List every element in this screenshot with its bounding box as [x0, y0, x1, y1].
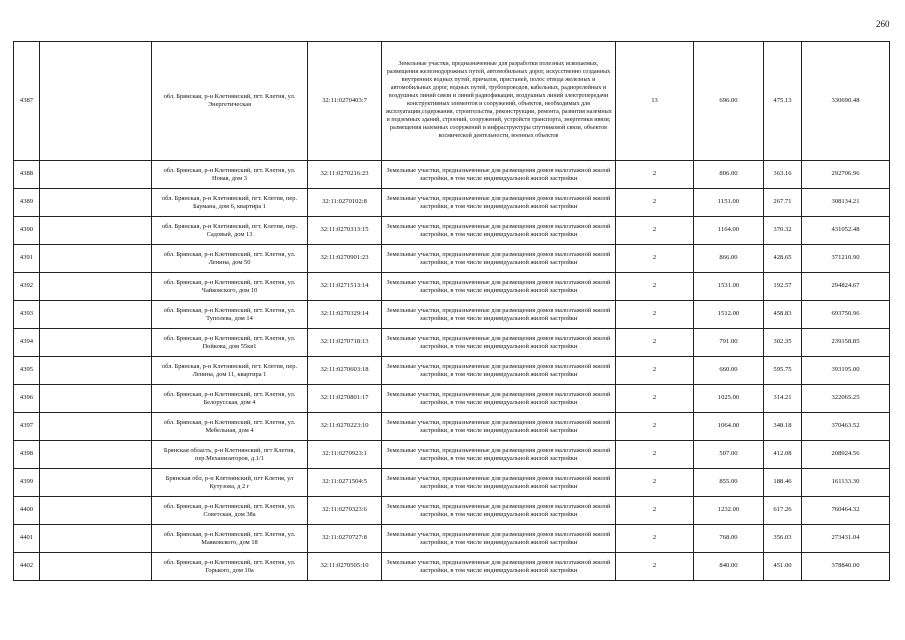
land-use-code-cell: 2 [616, 469, 694, 497]
address-cell: обл. Брянская, р-н Клетнянский, пгт. Клетня, пер. Баумана, дом 6, квартира 1 [152, 189, 308, 217]
area-cell: 1232.00 [694, 497, 764, 525]
cadastral-value-cell: 292706.96 [802, 161, 890, 189]
land-use-description-cell: Земельные участки, предназначенные для размещения домов малоэтажной жилой застройки, в том числе индивидуальной жилой застройки [382, 273, 616, 301]
land-use-description-cell: Земельные участки, предназначенные для размещения домов малоэтажной жилой застройки, в том числе индивидуальной жилой застройки [382, 189, 616, 217]
land-use-description-cell: Земельные участки, предназначенные для разработки полезных ископаемых, размещения железнодорожных путей, автомобильных дорог, искусственно созданных внутренних водных путей, причалов, пристаней, полос отвода железных и автомобильных дорог, водных путей, трубопроводов, кабельных, радиорелейных и воздушных линий связи и линий радиофикации, воздушных линий электропередачи конструктивных элементов и сооружений, объектов, необходимых для эксплуатации,содержания, строительства, реконструкции, ремонта, развития наземных и подземных зданий, строений, сооружений, устройств транспорта, энергетики ивязи; размещения наземных сооружений и инфраструктуры спутниковой связи, объектов космической деятельности, военных объектов [382, 42, 616, 161]
row-id: 4397 [14, 413, 40, 441]
row-id: 4390 [14, 217, 40, 245]
address-cell: обл. Брянская, р-н Клетнянский, пгт. Клетня, пер. Садовый, дом 13 [152, 217, 308, 245]
specific-value-cell: 595.75 [764, 357, 802, 385]
land-use-code-cell: 2 [616, 245, 694, 273]
address-cell: обл. Брянская, р-н Клетнянский, пгт. Клетня, ул. Маяковского, дом 18 [152, 525, 308, 553]
cadastral-number-cell: 32:11:0270313:15 [308, 217, 382, 245]
cadastral-number-cell: 32:11:0270901:23 [308, 245, 382, 273]
land-use-code-cell: 2 [616, 301, 694, 329]
cadastral-number-cell: 32:11:0270329:14 [308, 301, 382, 329]
area-cell: 660.00 [694, 357, 764, 385]
land-use-description-cell: Земельные участки, предназначенные для размещения домов малоэтажной жилой застройки, в том числе индивидуальной жилой застройки [382, 217, 616, 245]
row-id: 4398 [14, 441, 40, 469]
specific-value-cell: 267.71 [764, 189, 802, 217]
row-id: 4395 [14, 357, 40, 385]
land-use-code-cell: 2 [616, 189, 694, 217]
land-use-description-cell: Земельные участки, предназначенные для размещения домов малоэтажной жилой застройки, в том числе индивидуальной жилой застройки [382, 525, 616, 553]
table-row [14, 385, 890, 413]
land-use-description-cell: Земельные участки, предназначенные для размещения домов малоэтажной жилой застройки, в том числе индивидуальной жилой застройки [382, 245, 616, 273]
specific-value-cell: 370.32 [764, 217, 802, 245]
land-use-code-cell: 2 [616, 161, 694, 189]
address-cell: обл. Брянская, р-н Клетнянский, пгт. Клетня, ул. Туполева, дом 14 [152, 301, 308, 329]
area-cell: 1531.00 [694, 273, 764, 301]
table-row [14, 189, 890, 217]
cadastral-value-cell: 294824.67 [802, 273, 890, 301]
cadastral-number-cell: 32:11:0270801:17 [308, 385, 382, 413]
area-cell: 840.00 [694, 553, 764, 581]
cadastral-number-cell: 32:11:0271504:5 [308, 469, 382, 497]
area-cell: 1512.00 [694, 301, 764, 329]
land-use-code-cell: 2 [616, 329, 694, 357]
address-cell: обл. Брянская, р-н Клетнянский, пгт. Клетня, ул. Новая, дом 3 [152, 161, 308, 189]
page-number: 260 [876, 19, 890, 29]
row-id: 4388 [14, 161, 40, 189]
row-id: 4393 [14, 301, 40, 329]
cadastral-value-cell: 371210.90 [802, 245, 890, 273]
specific-value-cell: 363.16 [764, 161, 802, 189]
spacer-cell [40, 469, 152, 497]
table-row [14, 441, 890, 469]
spacer-cell [40, 161, 152, 189]
land-use-code-cell: 2 [616, 441, 694, 469]
land-use-description-cell: Земельные участки, предназначенные для размещения домов малоэтажной жилой застройки, в том числе индивидуальной жилой застройки [382, 329, 616, 357]
area-cell: 696.00 [694, 42, 764, 161]
cadastral-number-cell: 32:11:0270102:8 [308, 189, 382, 217]
cadastral-value-cell: 370463.52 [802, 413, 890, 441]
spacer-cell [40, 273, 152, 301]
table-row [14, 357, 890, 385]
address-cell: обл. Брянская, р-н Клетнянский, пгт. Клетня, ул. Пойкова, дом 55кв1 [152, 329, 308, 357]
cadastral-value-cell: 161133.30 [802, 469, 890, 497]
address-cell: обл. Брянская, р-н Клетнянский, пгт. Клетня, ул. Энергетическая [152, 42, 308, 161]
cadastral-value-cell: 431052.48 [802, 217, 890, 245]
spacer-cell [40, 413, 152, 441]
address-cell: обл. Брянская, р-н Клетнянский, пгт. Клетня, ул. Чайковского, дом 10 [152, 273, 308, 301]
cadastral-number-cell: 32:11:0270923:1 [308, 441, 382, 469]
cadastral-number-cell: 32:11:0270505:10 [308, 553, 382, 581]
land-use-code-cell: 2 [616, 413, 694, 441]
area-cell: 507.00 [694, 441, 764, 469]
row-id: 4396 [14, 385, 40, 413]
table-row [14, 329, 890, 357]
table-row [14, 413, 890, 441]
land-use-code-cell: 2 [616, 497, 694, 525]
area-cell: 768.00 [694, 525, 764, 553]
cadastral-value-cell: 239158.85 [802, 329, 890, 357]
row-id: 4400 [14, 497, 40, 525]
row-id: 4394 [14, 329, 40, 357]
spacer-cell [40, 441, 152, 469]
row-id: 4391 [14, 245, 40, 273]
cadastral-number-cell: 32:11:0270323:6 [308, 497, 382, 525]
cadastral-value-table [13, 41, 890, 581]
land-use-code-cell: 2 [616, 525, 694, 553]
table-row [14, 525, 890, 553]
cadastral-number-cell: 32:11:0270216:23 [308, 161, 382, 189]
table-row [14, 301, 890, 329]
land-use-description-cell: Земельные участки, предназначенные для размещения домов малоэтажной жилой застройки, в том числе индивидуальной жилой застройки [382, 357, 616, 385]
land-use-code-cell: 2 [616, 273, 694, 301]
specific-value-cell: 475.13 [764, 42, 802, 161]
address-cell: обл. Брянская, р-н Клетнянский, пгт. Клетня, пер. Ленина, дом 11, квартира 1 [152, 357, 308, 385]
specific-value-cell: 458.83 [764, 301, 802, 329]
specific-value-cell: 302.35 [764, 329, 802, 357]
cadastral-value-cell: 693750.96 [802, 301, 890, 329]
land-use-description-cell: Земельные участки, предназначенные для размещения домов малоэтажной жилой застройки, в том числе индивидуальной жилой застройки [382, 301, 616, 329]
land-use-code-cell: 2 [616, 553, 694, 581]
land-use-description-cell: Земельные участки, предназначенные для размещения домов малоэтажной жилой застройки, в том числе индивидуальной жилой застройки [382, 469, 616, 497]
table-row [14, 217, 890, 245]
row-id: 4399 [14, 469, 40, 497]
table-row [14, 553, 890, 581]
table-row [14, 469, 890, 497]
row-id: 4387 [14, 42, 40, 161]
cadastral-number-cell: 32:11:0270403:7 [308, 42, 382, 161]
area-cell: 1151.00 [694, 189, 764, 217]
spacer-cell [40, 553, 152, 581]
cadastral-number-cell: 32:11:0271513:14 [308, 273, 382, 301]
address-cell: обл. Брянская, р-н Клетнянский, пгт. Клетня, ул. Белорусская, дом 4 [152, 385, 308, 413]
cadastral-number-cell: 32:11:0270718:13 [308, 329, 382, 357]
spacer-cell [40, 385, 152, 413]
spacer-cell [40, 217, 152, 245]
row-id: 4389 [14, 189, 40, 217]
address-cell: обл. Брянская, р-н Клетнянский, пгт. Клетня, ул. Ленина, дом 50 [152, 245, 308, 273]
land-use-code-cell: 2 [616, 357, 694, 385]
address-cell: Брянская область, р-н Клетнянский, пгт Клетня, пер.Механизаторов, д.1/1 [152, 441, 308, 469]
land-use-code-cell: 13 [616, 42, 694, 161]
specific-value-cell: 412.08 [764, 441, 802, 469]
address-cell: обл. Брянская, р-н Клетнянский, пгт. Клетня, ул. Советская, дом 38а [152, 497, 308, 525]
spacer-cell [40, 245, 152, 273]
area-cell: 855.00 [694, 469, 764, 497]
cadastral-number-cell: 32:11:0270223:10 [308, 413, 382, 441]
address-cell: Брянская обл, р-н Клетнянский, пгт Клетня, ул Кутузова, д 2 г [152, 469, 308, 497]
land-use-code-cell: 2 [616, 217, 694, 245]
land-use-description-cell: Земельные участки, предназначенные для размещения домов малоэтажной жилой застройки, в том числе индивидуальной жилой застройки [382, 161, 616, 189]
specific-value-cell: 451.00 [764, 553, 802, 581]
cadastral-value-cell: 378840.00 [802, 553, 890, 581]
area-cell: 1064.00 [694, 413, 764, 441]
specific-value-cell: 356.03 [764, 525, 802, 553]
table-row [14, 161, 890, 189]
area-cell: 806.00 [694, 161, 764, 189]
cadastral-value-cell: 273431.04 [802, 525, 890, 553]
row-id: 4401 [14, 525, 40, 553]
spacer-cell [40, 301, 152, 329]
cadastral-number-cell: 32:11:0270603:18 [308, 357, 382, 385]
cadastral-value-cell: 208924.56 [802, 441, 890, 469]
land-use-code-cell: 2 [616, 385, 694, 413]
table-row [14, 497, 890, 525]
land-use-description-cell: Земельные участки, предназначенные для размещения домов малоэтажной жилой застройки, в том числе индивидуальной жилой застройки [382, 553, 616, 581]
area-cell: 1164.00 [694, 217, 764, 245]
table-row [14, 273, 890, 301]
land-use-description-cell: Земельные участки, предназначенные для размещения домов малоэтажной жилой застройки, в том числе индивидуальной жилой застройки [382, 413, 616, 441]
land-use-description-cell: Земельные участки, предназначенные для размещения домов малоэтажной жилой застройки, в том числе индивидуальной жилой застройки [382, 497, 616, 525]
area-cell: 791.00 [694, 329, 764, 357]
row-id: 4392 [14, 273, 40, 301]
land-use-description-cell: Земельные участки, предназначенные для размещения домов малоэтажной жилой застройки, в том числе индивидуальной жилой застройки [382, 385, 616, 413]
spacer-cell [40, 357, 152, 385]
specific-value-cell: 428.65 [764, 245, 802, 273]
specific-value-cell: 617.26 [764, 497, 802, 525]
cadastral-value-cell: 393195.00 [802, 357, 890, 385]
address-cell: обл. Брянская, р-н Клетнянский, пгт. Клетня, ул. Горького, дом 10а [152, 553, 308, 581]
cadastral-value-cell: 308134.21 [802, 189, 890, 217]
specific-value-cell: 314.21 [764, 385, 802, 413]
spacer-cell [40, 497, 152, 525]
spacer-cell [40, 525, 152, 553]
table-row [14, 42, 890, 161]
cadastral-number-cell: 32:11:0270727:8 [308, 525, 382, 553]
specific-value-cell: 348.18 [764, 413, 802, 441]
specific-value-cell: 188.46 [764, 469, 802, 497]
address-cell: обл. Брянская, р-н Клетнянский, пгт. Клетня, ул. Мебельная, дом 4 [152, 413, 308, 441]
spacer-cell [40, 329, 152, 357]
cadastral-value-cell: 330690.48 [802, 42, 890, 161]
spacer-cell [40, 189, 152, 217]
area-cell: 1025.00 [694, 385, 764, 413]
spacer-cell [40, 42, 152, 161]
area-cell: 866.00 [694, 245, 764, 273]
land-use-description-cell: Земельные участки, предназначенные для размещения домов малоэтажной жилой застройки, в том числе индивидуальной жилой застройки [382, 441, 616, 469]
table-row [14, 245, 890, 273]
cadastral-value-cell: 760464.32 [802, 497, 890, 525]
table-body [14, 42, 890, 581]
cadastral-value-cell: 322065.25 [802, 385, 890, 413]
row-id: 4402 [14, 553, 40, 581]
specific-value-cell: 192.57 [764, 273, 802, 301]
